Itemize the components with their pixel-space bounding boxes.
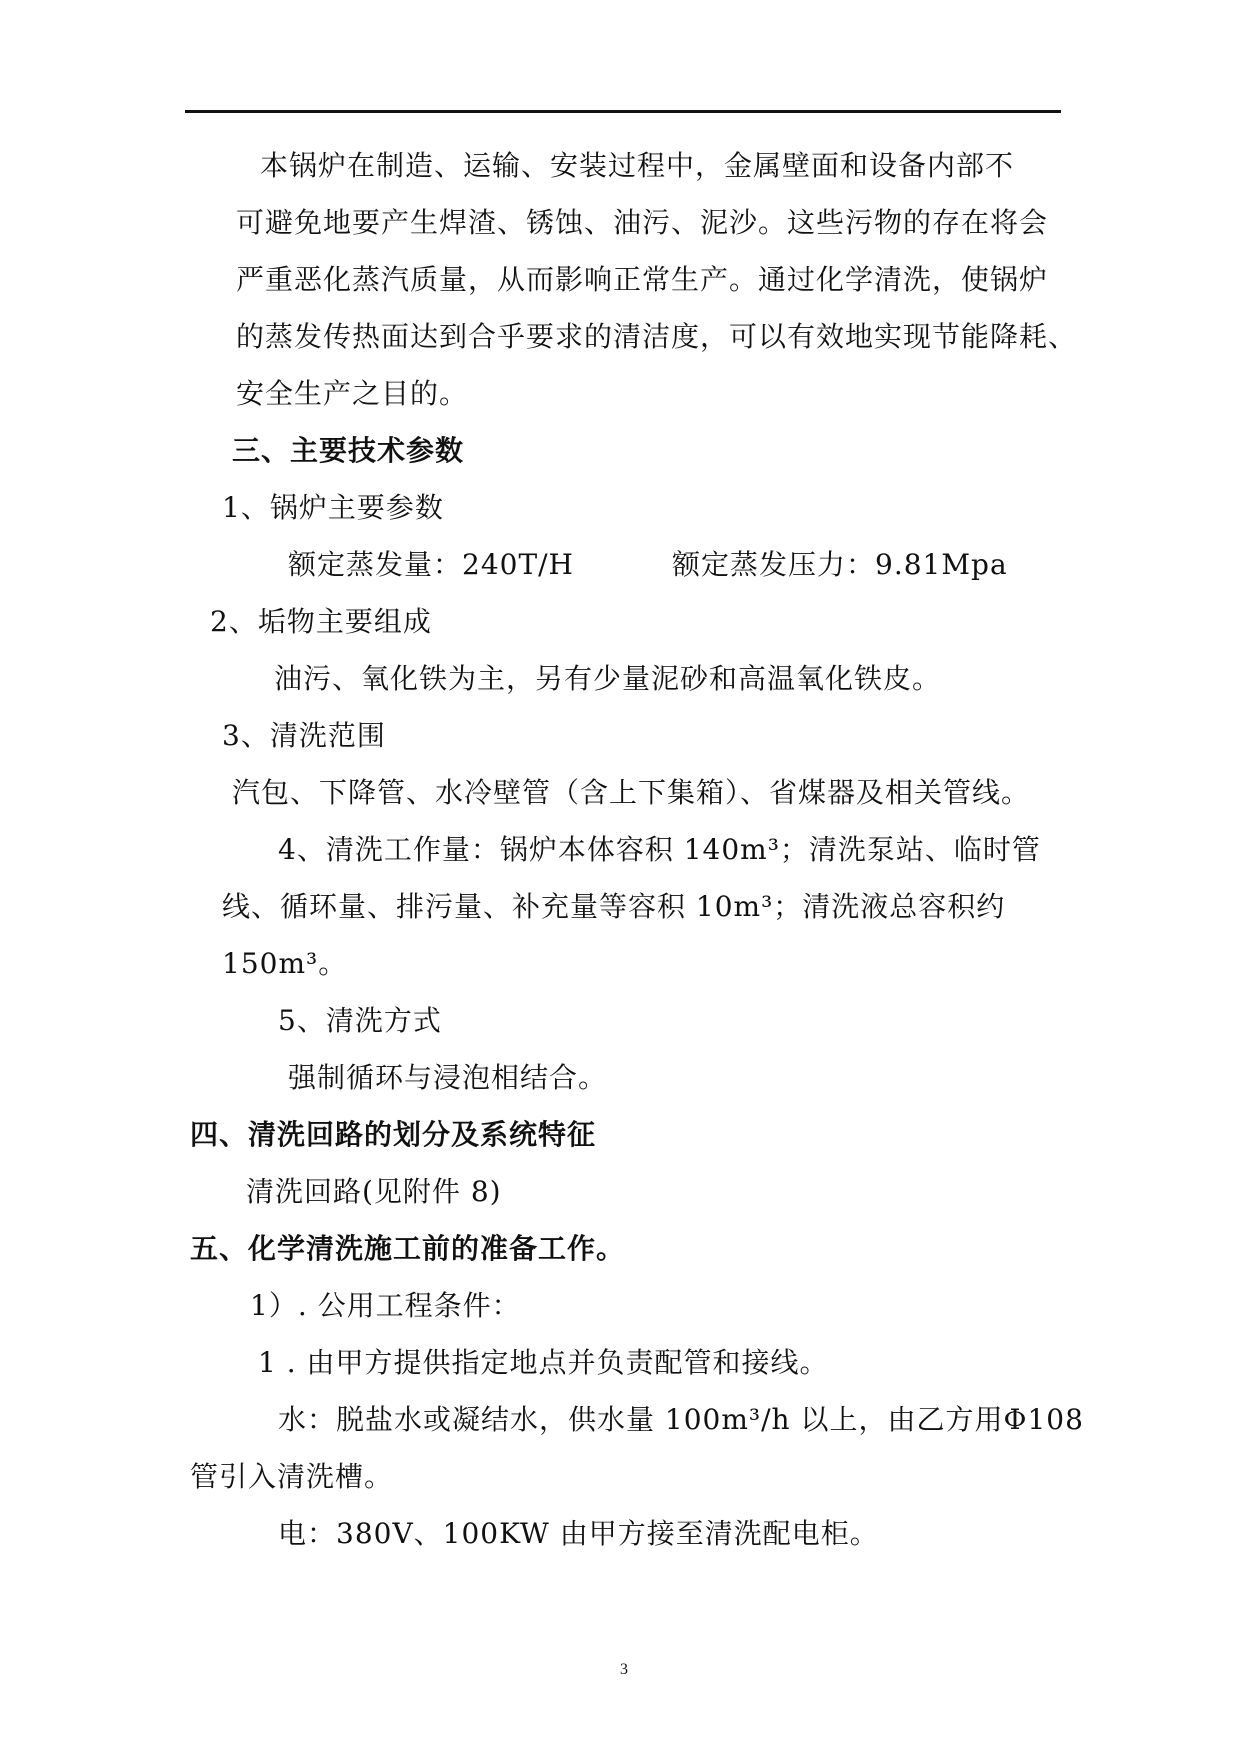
param-rated-evaporation: 额定蒸发量：240T/H: [288, 548, 574, 581]
section3-item5-text: 强制循环与浸泡相结合。: [288, 1061, 608, 1094]
section3-item3-text: 汽包、下降管、水冷壁管（含上下集箱）、省煤器及相关管线。: [232, 776, 1031, 809]
intro-line-2: 可避免地要产生焊渣、锈蚀、油污、泥沙。这些污物的存在将会: [236, 206, 1049, 239]
section5-heading: 五、化学清洗施工前的准备工作。: [190, 1232, 626, 1265]
intro-line-1: 本锅炉在制造、运输、安装过程中，金属壁面和设备内部不: [260, 149, 1015, 182]
water-line-1: 水：脱盐水或凝结水，供水量 100m³/h 以上，由乙方用Φ108: [278, 1403, 1084, 1436]
section3-item4-line3: 150m³。: [222, 947, 348, 980]
section3-item2-title: 2、垢物主要组成: [210, 605, 432, 638]
section3-item1-title: 1、锅炉主要参数: [222, 491, 444, 524]
section3-item2-text: 油污、氧化铁为主，另有少量泥砂和高温氧化铁皮。: [274, 662, 942, 695]
section4-heading: 四、清洗回路的划分及系统特征: [190, 1118, 597, 1151]
section3-item3-title: 3、清洗范围: [222, 719, 386, 752]
intro-line-5: 安全生产之目的。: [236, 377, 469, 410]
param-rated-pressure: 额定蒸发压力：9.81Mpa: [672, 548, 1008, 581]
section4-text: 清洗回路(见附件 8): [246, 1175, 502, 1208]
section3-item4-line1: 4、清洗工作量：锅炉本体容积 140m³；清洗泵站、临时管: [278, 833, 1041, 866]
power-line: 电：380V、100KW 由甲方接至清洗配电柜。: [278, 1517, 879, 1550]
intro-line-3: 严重恶化蒸汽质量，从而影响正常生产。通过化学清洗，使锅炉: [236, 263, 1049, 296]
section3-item4-line2: 线、循环量、排污量、补充量等容积 10m³；清洗液总容积约: [222, 890, 1006, 923]
section5-sub1-1: 1 . 由甲方提供指定地点并负责配管和接线。: [258, 1346, 829, 1379]
intro-line-4: 的蒸发传热面达到合乎要求的清洁度，可以有效地实现节能降耗、: [236, 320, 1078, 353]
section3-heading: 三、主要技术参数: [232, 434, 465, 467]
water-line-2: 管引入清洗槽。: [190, 1460, 394, 1493]
section5-sub1: 1）. 公用工程条件：: [250, 1289, 521, 1322]
header-rule: [185, 110, 1061, 113]
page-number: 3: [620, 1661, 628, 1678]
section3-item5-title: 5、清洗方式: [278, 1004, 442, 1037]
